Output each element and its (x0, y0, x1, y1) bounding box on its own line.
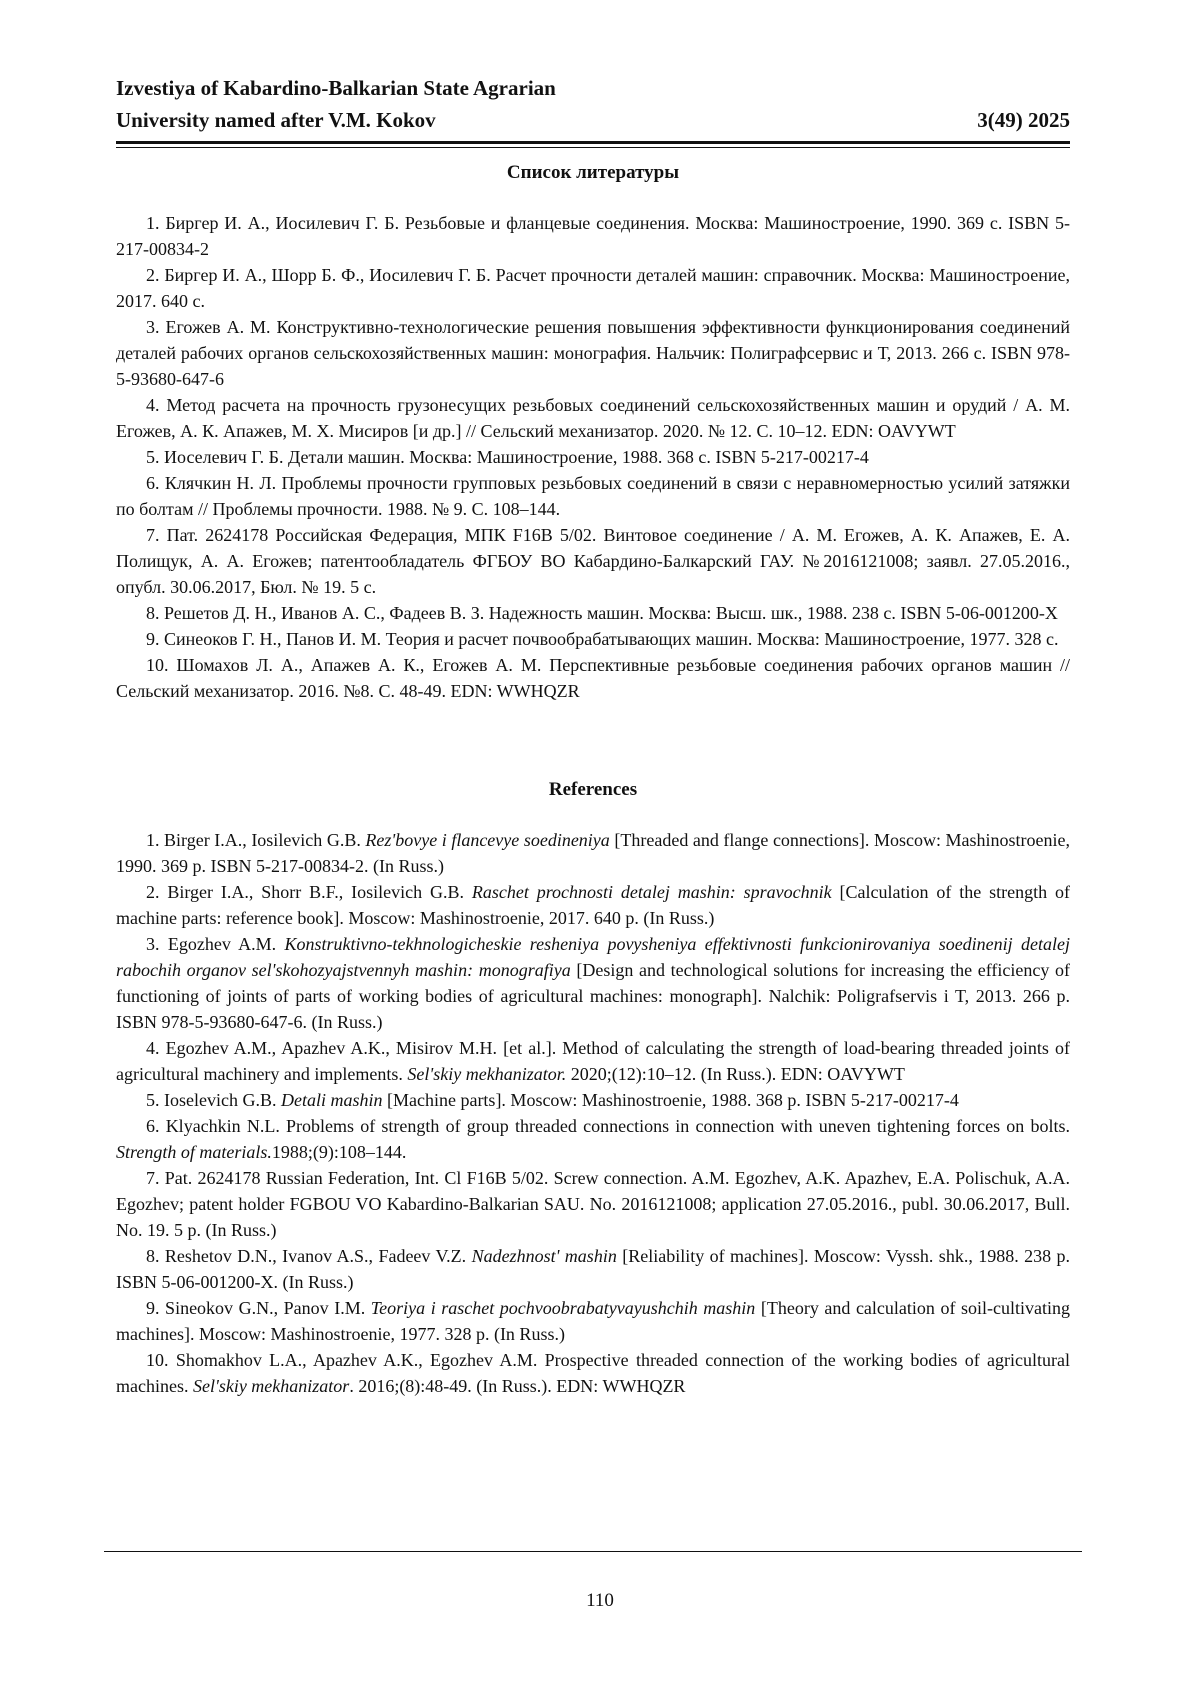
reference-italic-title: Teoriya i raschet pochvoobrabatyvayushchih mashin (370, 1298, 756, 1318)
reference-item (116, 652, 1070, 704)
reference-text: [Machine parts]. Moscow: Mashinostroenie, 1988. 368 p. ISBN 5-217-00217-4 (382, 1090, 959, 1110)
reference-text: [Theory and calculation of soil-cultivating machines]. Moscow: Mashinostroenie, 1977. 328 p. (In Russ.) (116, 1298, 1070, 1344)
reference-italic-title: Sel'skiy mekhanizator. (407, 1064, 567, 1084)
page-number: 110 (586, 1590, 614, 1611)
reference-italic-title: Detali mashin (280, 1090, 383, 1110)
reference-item (116, 931, 1070, 1035)
reference-text: 3. Egozhev A.M. (146, 934, 285, 954)
reference-text: 4. Egozhev A.M., Apazhev A.K., Misirov M.H. [et al.]. Method of calculating the strength of load-bearing threaded joints of agricultural machinery and implements. (116, 1038, 1070, 1084)
footer-divider (104, 1551, 1082, 1552)
reference-text: 8. Решетов Д. Н., Иванов А. С., Фадеев В. З. Надежность машин. Москва: Высш. шк., 1988. 238 с. ISBN 5-06-001200-X (146, 603, 1058, 623)
journal-title-line2: University named after V.M. Kokov (116, 108, 436, 132)
reference-italic-title: Rez'bovye i flancevye soedineniya (365, 830, 610, 850)
running-header (116, 72, 1070, 136)
reference-italic-title: Strength of materials. (116, 1142, 272, 1162)
reference-italic-title: Konstruktivno-tekhnologicheskie resheniya povysheniya effektivnosti funkcionirovaniya soedinenij detalej rabochih organov sel'skohozyajstvennyh mashin: monografiya (116, 934, 1070, 980)
reference-text: 9. Sineokov G.N., Panov I.M. (146, 1298, 371, 1318)
reference-text: 1988;(9):108–144. (271, 1142, 407, 1162)
reference-text: [Reliability of machines]. Moscow: Vyssh. shk., 1988. 238 p. ISBN 5-06-001200-X. (In Russ.) (116, 1246, 1070, 1292)
reference-item (116, 210, 1070, 262)
reference-text: [Threaded and flange connections]. Moscow: Mashinostroenie, 1990. 369 p. ISBN 5-217-00834-2. (In Russ.) (116, 830, 1070, 876)
reference-italic-title: Sel'skiy mekhanizator (192, 1376, 350, 1396)
english-references-list (116, 827, 1070, 1399)
reference-item (116, 262, 1070, 314)
journal-title-line1: Izvestiya of Kabardino-Balkarian State Agrarian (116, 76, 556, 100)
reference-item (116, 626, 1070, 652)
english-references-section (116, 777, 1070, 1399)
reference-item (116, 314, 1070, 392)
reference-text: 2020;(12):10–12. (In Russ.). EDN: OAVYWT (566, 1064, 905, 1084)
reference-item (116, 600, 1070, 626)
reference-text: 3. Егожев А. М. Конструктивно-технологические решения повышения эффективности функционирования соединений деталей рабочих органов сельскохозяйственных машин: монография. Нальчик: Полиграфсервис и Т, 2013. 266 с. ISBN 978-5-93680-647-6 (116, 317, 1070, 389)
russian-references-title: Список литературы (506, 162, 680, 183)
reference-item (116, 1295, 1070, 1347)
header-row-1 (116, 72, 1070, 104)
reference-text: [Calculation of the strength of machine parts: reference book]. Moscow: Mashinostroenie, 2017. 640 p. (In Russ.) (116, 882, 1070, 928)
reference-text: 9. Синеоков Г. Н., Панов И. М. Теория и расчет почвообрабатывающих машин. Москва: Машиностроение, 1977. 328 с. (146, 629, 1059, 649)
reference-text: 7. Pat. 2624178 Russian Federation, Int. Cl F16B 5/02. Screw connection. A.M. Egozhev, A.K. Apazhev, E.A. Polischuk, A.A. Egozhev; patent holder FGBOU VO Kabardino-Balkarian SAU. No. 2016121008; application 27.05.2016., publ. 30.06.2017, Bull. No. 19. 5 p. (In Russ.) (116, 1168, 1070, 1240)
reference-text: 4. Метод расчета на прочность грузонесущих резьбовых соединений сельскохозяйственных машин и орудий / А. М. Егожев, А. К. Апажев, М. Х. Мисиров [и др.] // Сельский механизатор. 2020. № 12. С. 10–12. EDN: OAVYWT (116, 395, 1070, 441)
reference-italic-title: Raschet prochnosti detalej mashin: spravochnik (471, 882, 832, 902)
reference-item (116, 1035, 1070, 1087)
reference-text: . 2016;(8):48-49. (In Russ.). EDN: WWHQZR (349, 1376, 686, 1396)
reference-item (116, 470, 1070, 522)
reference-item (116, 392, 1070, 444)
russian-references-list (116, 210, 1070, 704)
reference-item (116, 1087, 1070, 1113)
reference-text: 7. Пат. 2624178 Российская Федерация, МПК F16B 5/02. Винтовое соединение / А. М. Егожев, А. К. Апажев, Е. А. Полищук, А. А. Егожев; патентообладатель ФГБОУ ВО Кабардино-Балкарский ГАУ. №2016121008; заявл. 27.05.2016., опубл. 30.06.2017, Бюл. № 19. 5 с. (116, 525, 1070, 597)
header-divider-thin (116, 147, 1070, 148)
reference-text: 1. Birger I.A., Iosilevich G.B. (146, 830, 366, 850)
reference-text: 6. Клячкин Н. Л. Проблемы прочности групповых резьбовых соединений в связи с неравномерностью усилий затяжки по болтам // Проблемы прочности. 1988. № 9. С. 108–144. (116, 473, 1070, 519)
reference-item (116, 827, 1070, 879)
header-row-2 (116, 104, 1070, 136)
reference-text: [Design and technological solutions for increasing the efficiency of functioning of joints of parts of working bodies of agricultural machines: monograph]. Nalchik: Poligrafservis i T, 2013. 266 p. ISBN 978-5-93680-647-6. (In Russ.) (116, 960, 1071, 1032)
reference-text: 5. Иоселевич Г. Б. Детали машин. Москва: Машиностроение, 1988. 368 с. ISBN 5-217-00217-4 (146, 447, 869, 467)
reference-text: 2. Birger I.A., Shorr B.F., Iosilevich G.B. (146, 882, 472, 902)
reference-item (116, 1347, 1070, 1399)
reference-item (116, 522, 1070, 600)
reference-item (116, 1243, 1070, 1295)
reference-text: 1. Биргер И. А., Иосилевич Г. Б. Резьбовые и фланцевые соединения. Москва: Машиностроение, 1990. 369 с. ISBN 5-217-00834-2 (116, 213, 1070, 259)
reference-italic-title: Nadezhnost' mashin (471, 1246, 617, 1266)
reference-text: 8. Reshetov D.N., Ivanov A.S., Fadeev V.Z. (146, 1246, 472, 1266)
russian-references-section (116, 160, 1070, 704)
reference-text: 6. Klyachkin N.L. Problems of strength of group threaded connections in connection with uneven tightening forces on bolts. (146, 1116, 1070, 1136)
reference-item (116, 879, 1070, 931)
reference-item (116, 444, 1070, 470)
header-divider-thick (116, 141, 1070, 144)
reference-text: 10. Shomakhov L.A., Apazhev A.K., Egozhev A.M. Prospective threaded connection of the working bodies of agricultural machines. (116, 1350, 1070, 1396)
english-references-title: References (548, 779, 638, 800)
issue-number: 3(49) 2025 (977, 108, 1070, 132)
reference-text: 10. Шомахов Л. А., Апажев А. К., Егожев А. М. Перспективные резьбовые соединения рабочих органов машин // Сельский механизатор. 2016. №8. С. 48-49. EDN: WWHQZR (116, 655, 1070, 701)
reference-item (116, 1165, 1070, 1243)
reference-text: 5. Ioselevich G.B. (146, 1090, 281, 1110)
reference-text: 2. Биргер И. А., Шорр Б. Ф., Иосилевич Г. Б. Расчет прочности деталей машин: справочник. Москва: Машиностроение, 2017. 640 с. (116, 265, 1070, 311)
reference-item (116, 1113, 1070, 1165)
